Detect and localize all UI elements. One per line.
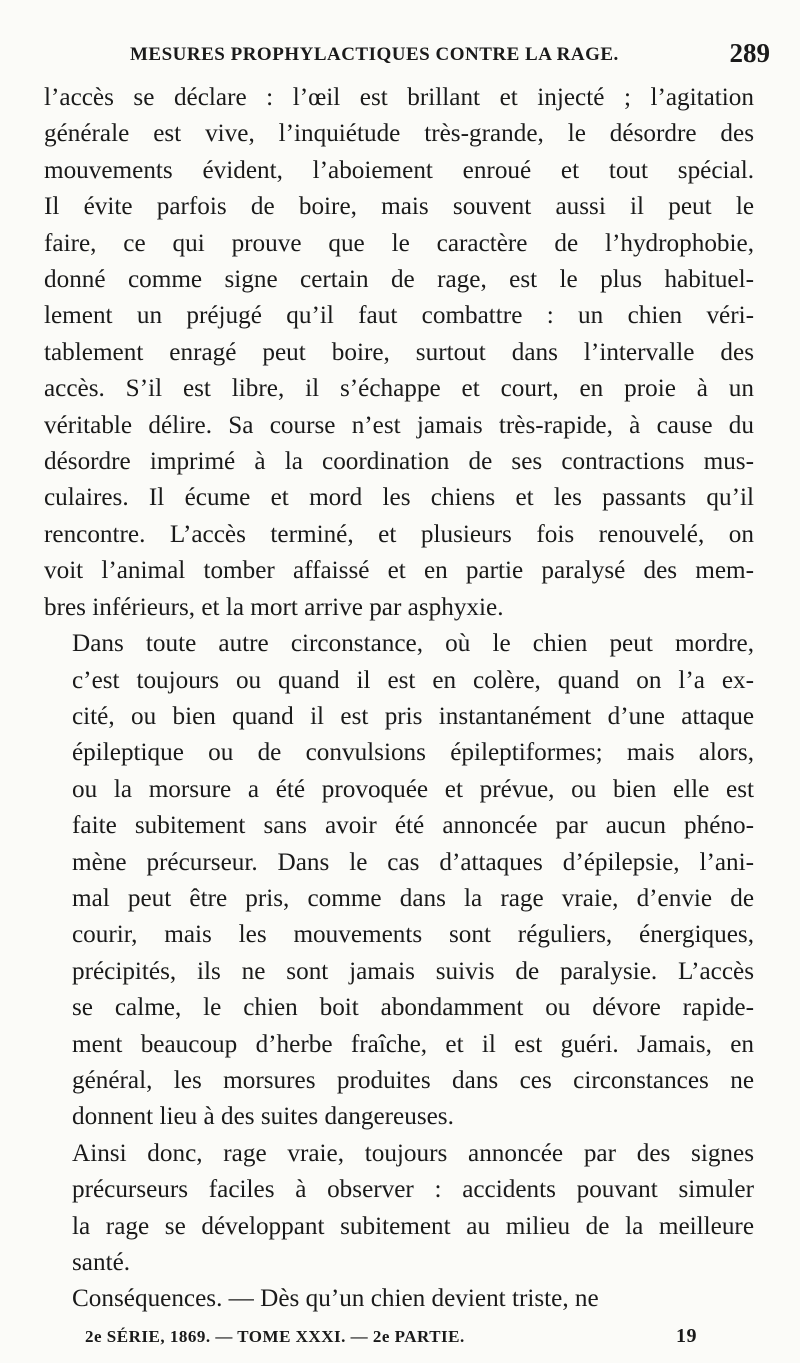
text-line: bres inférieurs, et la mort arrive par asphyxie. xyxy=(44,593,504,621)
text-line: général, les morsures produites dans ces circonstances ne xyxy=(72,1066,754,1094)
text-line: accès. S’il est libre, il s’échappe et court, en proie à un xyxy=(44,375,754,403)
text-line: véritable délire. Sa course n’est jamais très-rapide, à cause du xyxy=(44,411,754,439)
text-line: culaires. Il écume et mord les chiens et les passants qu’il xyxy=(44,484,754,512)
page-number: 289 xyxy=(729,38,770,68)
text-line: c’est toujours ou quand il est en colère, quand on l’a ex- xyxy=(72,666,754,694)
text-line: l’accès se déclare : l’œil est brillant et injecté ; l’agitation xyxy=(44,84,754,111)
text-line: santé. xyxy=(72,1249,131,1276)
text-line: Conséquences. — Dès qu’un chien devient triste, ne xyxy=(72,1285,599,1313)
text-line: la rage se développant subitement au milieu de la meilleure xyxy=(72,1212,754,1240)
text-line: précurseurs faciles à observer : accidents pouvant simuler xyxy=(72,1176,754,1204)
text-line: tablement enragé peut boire, surtout dans l’intervalle des xyxy=(44,338,754,366)
text-line: générale est vive, l’inquiétude très-grande, le désordre des xyxy=(44,120,754,148)
text-line: faire, ce qui prouve que le caractère de l’hydrophobie, xyxy=(44,229,754,257)
series-line: 2e SÉRIE, 1869. — TOME XXXI. — 2e PARTIE. xyxy=(85,1327,465,1346)
text-line: courir, mais les mouvements sont réguliers, énergiques, xyxy=(72,921,754,949)
text-line: mène précurseur. Dans le cas d’attaques d’épilepsie, l’ani- xyxy=(72,848,754,876)
text-line: voit l’animal tomber affaissé et en partie paralysé des mem- xyxy=(44,557,754,585)
text-line: désordre imprimé à la coordination de ses contractions mus- xyxy=(44,448,754,476)
signature-mark: 19 xyxy=(676,1325,697,1347)
paragraph xyxy=(44,80,754,626)
paragraph xyxy=(44,1136,754,1282)
text-line: lement un préjugé qu’il faut combattre : un chien véri- xyxy=(44,302,754,330)
text-line: donné comme signe certain de rage, est le plus habituel- xyxy=(44,266,754,294)
text-line: ou la morsure a été provoquée et prévue, ou bien elle est xyxy=(72,775,754,803)
text-line: mal peut être pris, comme dans la rage vraie, d’envie de xyxy=(72,884,754,912)
text-line: Il évite parfois de boire, mais souvent aussi il peut le xyxy=(44,193,754,221)
text-line: Ainsi donc, rage vraie, toujours annoncée par des signes xyxy=(72,1139,754,1167)
text-line: épileptique ou de convulsions épileptiformes; mais alors, xyxy=(72,739,754,767)
text-line: rencontre. L’accès terminé, et plusieurs fois renouvelé, on xyxy=(44,520,754,548)
running-title: MESURES PROPHYLACTIQUES CONTRE LA RAGE. xyxy=(130,44,619,65)
text-line: se calme, le chien boit abondamment ou dévore rapide- xyxy=(72,994,754,1022)
text-line: précipités, ils ne sont jamais suivis de paralysie. L’accès xyxy=(72,957,754,985)
page-header xyxy=(130,38,770,78)
text-line: faite subitement sans avoir été annoncée par aucun phéno- xyxy=(72,812,754,840)
paragraph xyxy=(44,626,754,1136)
page-body xyxy=(44,80,754,1318)
page-footer xyxy=(85,1325,697,1353)
text-line: mouvements évident, l’aboiement enroué et tout spécial. xyxy=(44,156,754,184)
text-line: Dans toute autre circonstance, où le chien peut mordre, xyxy=(72,630,754,658)
text-line: donnent lieu à des suites dangereuses. xyxy=(72,1103,454,1131)
text-line: cité, ou bien quand il est pris instantanément d’une attaque xyxy=(72,702,754,730)
paragraph xyxy=(44,1281,754,1317)
text-line: ment beaucoup d’herbe fraîche, et il est guéri. Jamais, en xyxy=(72,1030,754,1058)
